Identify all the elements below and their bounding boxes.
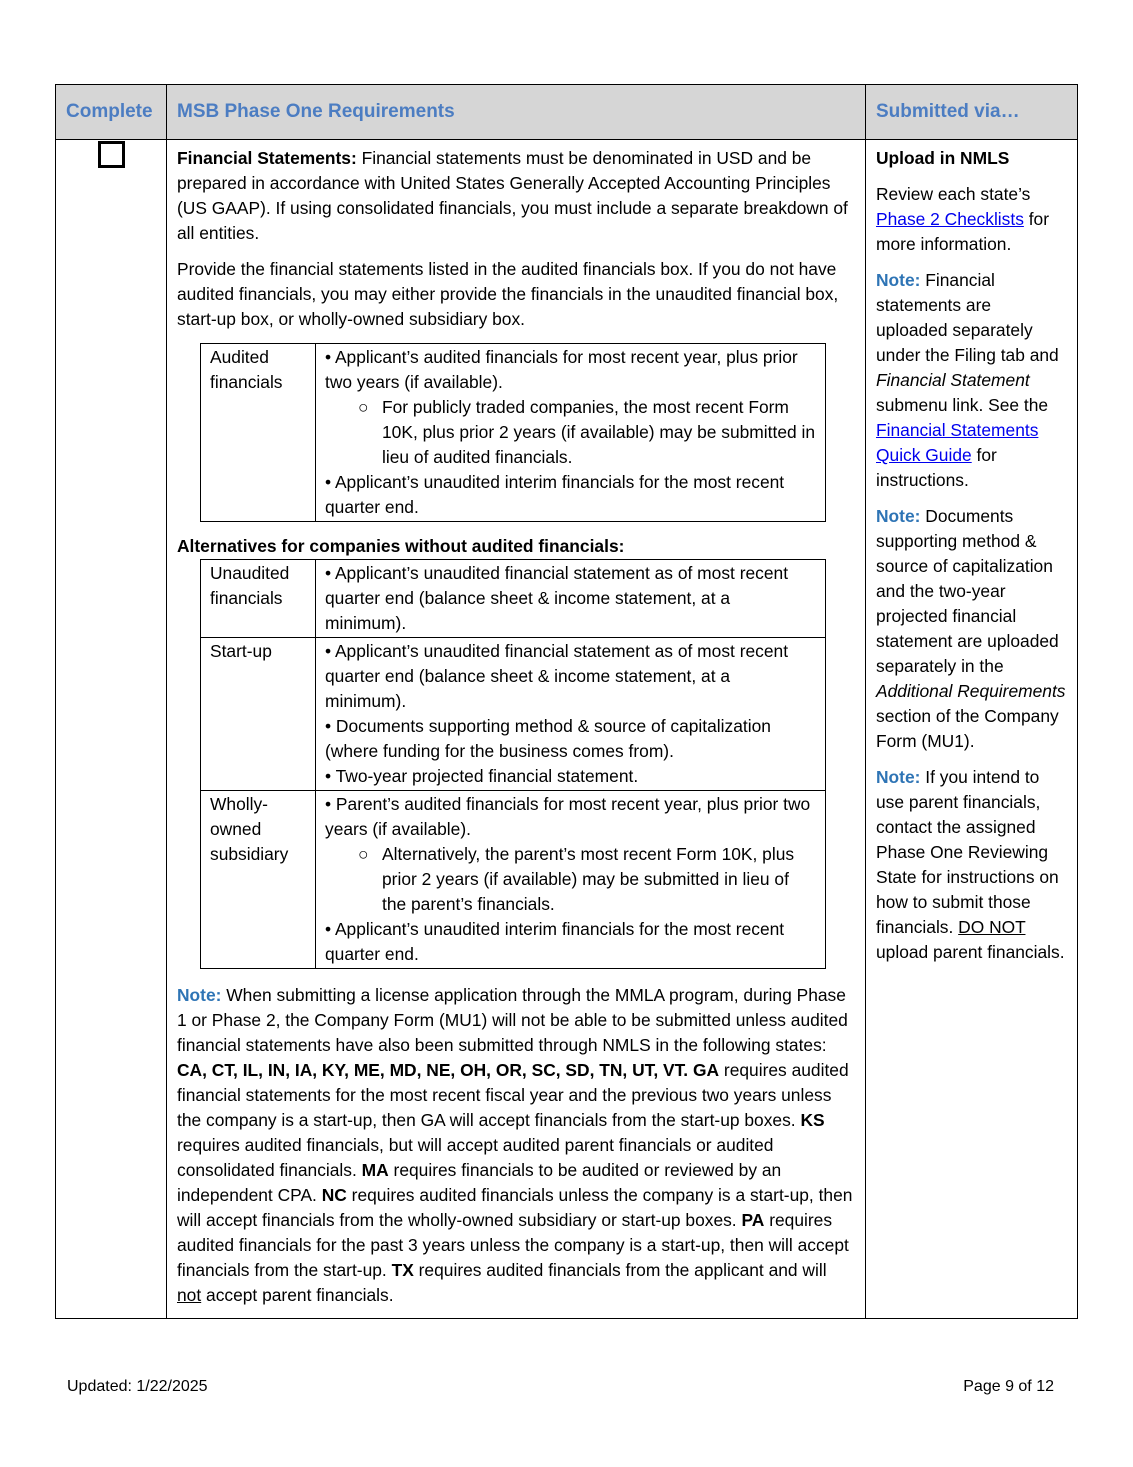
complete-cell (56, 140, 167, 1319)
note-text: requires audited financials from the applicant and will (413, 1260, 827, 1280)
table-row (201, 560, 826, 638)
upload-title (876, 146, 1067, 171)
note-filing-paragraph (876, 268, 1067, 493)
note-text: upload parent financials. (876, 942, 1065, 962)
do-not-emphasis: DO NOT (958, 917, 1026, 937)
header-requirements: MSB Phase One Requirements (167, 85, 866, 140)
header-submitted-via: Submitted via… (866, 85, 1078, 140)
state-ks: KS (800, 1110, 825, 1130)
list-item: • Parent’s audited financials for most recent year, plus prior two years (if available). (325, 794, 811, 839)
list-item: • Applicant’s audited financials for most recent year, plus prior two years (if available). (325, 347, 798, 392)
submitted-via-cell (866, 140, 1078, 1319)
alternatives-heading: Alternatives for companies without audited financials: (177, 536, 625, 556)
footer-page-number: Page 9 of 12 (963, 1378, 1054, 1395)
note-label: Note: (177, 985, 222, 1005)
upload-title-text: Upload in NMLS (876, 148, 1010, 168)
financial-statements-text: Financial statements must be denominated in USD and be prepared in accordance with United States Generally Accepted Accounting Principles (US GAAP). If using consolidated financials, you must include a separate breakdown of all entities. (177, 148, 848, 243)
startup-content (316, 638, 826, 791)
note-italic: Additional Requirements (876, 681, 1066, 701)
review-paragraph (876, 182, 1067, 257)
unaudited-content (316, 560, 826, 638)
financial-statements-label: Financial Statements: (177, 148, 357, 168)
table-row (201, 638, 826, 791)
note-text: Documents supporting method & source of capitalization and the two-year projected financial statement are uploaded separately in the (876, 506, 1059, 676)
note-parent-paragraph (876, 765, 1067, 965)
audited-label: Audited financials (201, 344, 316, 522)
requirements-cell (167, 140, 866, 1319)
state-list: CA, CT, IL, IN, IA, KY, ME, MD, NE, OH, OR, SC, SD, TN, UT, VT. (177, 1060, 689, 1080)
note-text: Financial statements are uploaded separately under the Filing tab and (876, 270, 1059, 365)
table-row (201, 344, 826, 522)
state-pa: PA (741, 1210, 765, 1230)
audited-table (200, 343, 826, 522)
provide-paragraph: Provide the financial statements listed in the audited financials box. If you do not have audited financials, you may either provide the financials in the unaudited financial box, start-up box, or wholly-owned subsidiary box. (177, 259, 839, 329)
financial-statements-guide-link[interactable]: Financial Statements Quick Guide (876, 420, 1039, 465)
state-ga: GA (692, 1060, 720, 1080)
state-note-paragraph (177, 983, 855, 1308)
list-item: • Applicant’s unaudited interim financials for the most recent quarter end. (325, 919, 785, 964)
table-row (56, 140, 1078, 1319)
wholly-label: Wholly-owned subsidiary (201, 791, 316, 969)
state-tx: TX (391, 1260, 414, 1280)
list-item (325, 842, 816, 917)
note-text: When submitting a license application through the MMLA program, during Phase 1 or Phase 2, the Company Form (MU1) will not be able to be submitted unless audited financial statements have also been submitted through NMLS in the following states: (177, 985, 848, 1055)
table-header-row (56, 85, 1078, 140)
note-text: requires audited financials, but will accept audited parent financials or audited consolidated financials. (177, 1135, 774, 1180)
note-text: section of the Company Form (MU1). (876, 706, 1059, 751)
audited-content (316, 344, 826, 522)
review-text: Review each state’s (876, 184, 1031, 204)
circle-bullet-icon: ○ (358, 844, 369, 864)
note-text: requires audited financials for the past 3 years unless the company is a start-up, then will accept financials from the start-up. (177, 1210, 849, 1280)
state-nc: NC (321, 1185, 347, 1205)
requirements-table (55, 84, 1078, 1319)
note-label: Note: (876, 506, 921, 526)
complete-checkbox[interactable] (98, 141, 125, 168)
list-item (325, 395, 816, 470)
requirements-page (55, 84, 1078, 1319)
financial-statements-paragraph (177, 146, 855, 246)
note-capitalization-paragraph (876, 504, 1067, 754)
note-text: requires financials to be audited or reviewed by an independent CPA. (177, 1160, 782, 1205)
state-ma: MA (361, 1160, 389, 1180)
list-item: • Two-year projected financial statement. (325, 766, 639, 786)
list-item: • Documents supporting method & source of capitalization (where funding for the business comes from). (325, 716, 771, 761)
startup-label: Start-up (201, 638, 316, 791)
note-text: requires audited financials unless the company is a start-up, then will accept financials from the wholly-owned subsidiary or start-up boxes. (177, 1185, 853, 1230)
note-text: submenu link. See the (876, 395, 1049, 415)
list-item: • Applicant’s unaudited interim financials for the most recent quarter end. (325, 472, 785, 517)
note-label: Note: (876, 767, 921, 787)
note-text: If you intend to use parent financials, contact the assigned Phase One Reviewing State for instructions on how to submit those financials. (876, 767, 1059, 937)
circle-bullet-icon: ○ (358, 397, 369, 417)
footer-updated: Updated: 1/22/2025 (67, 1378, 208, 1395)
sub-item-text: Alternatively, the parent’s most recent Form 10K, plus prior 2 years (if available) may be submitted in lieu of the parent’s financials. (382, 844, 795, 914)
note-text: for instructions. (876, 445, 997, 490)
table-row (201, 791, 826, 969)
note-label: Note: (876, 270, 921, 290)
review-text: for more information. (876, 209, 1050, 254)
note-text: requires audited financial statements for the most recent fiscal year and the previous two years unless the company is a start-up, then GA will accept financials from the start-up boxes. (177, 1060, 849, 1130)
note-text: accept parent financials. (201, 1285, 394, 1305)
list-item: • Applicant’s unaudited financial statement as of most recent quarter end (balance sheet & income statement, at a minimum). (325, 641, 789, 711)
unaudited-label: Unaudited financials (201, 560, 316, 638)
note-italic: Financial Statement (876, 370, 1030, 390)
alternatives-table (200, 559, 826, 969)
list-item: • Applicant’s unaudited financial statement as of most recent quarter end (balance sheet & income statement, at a minimum). (325, 563, 789, 633)
wholly-content (316, 791, 826, 969)
sub-item-text: For publicly traded companies, the most recent Form 10K, plus prior 2 years (if available) may be submitted in lieu of audited financials. (382, 397, 816, 467)
not-emphasis: not (177, 1285, 202, 1305)
header-complete: Complete (56, 85, 167, 140)
phase2-checklists-link[interactable]: Phase 2 Checklists (876, 209, 1024, 229)
